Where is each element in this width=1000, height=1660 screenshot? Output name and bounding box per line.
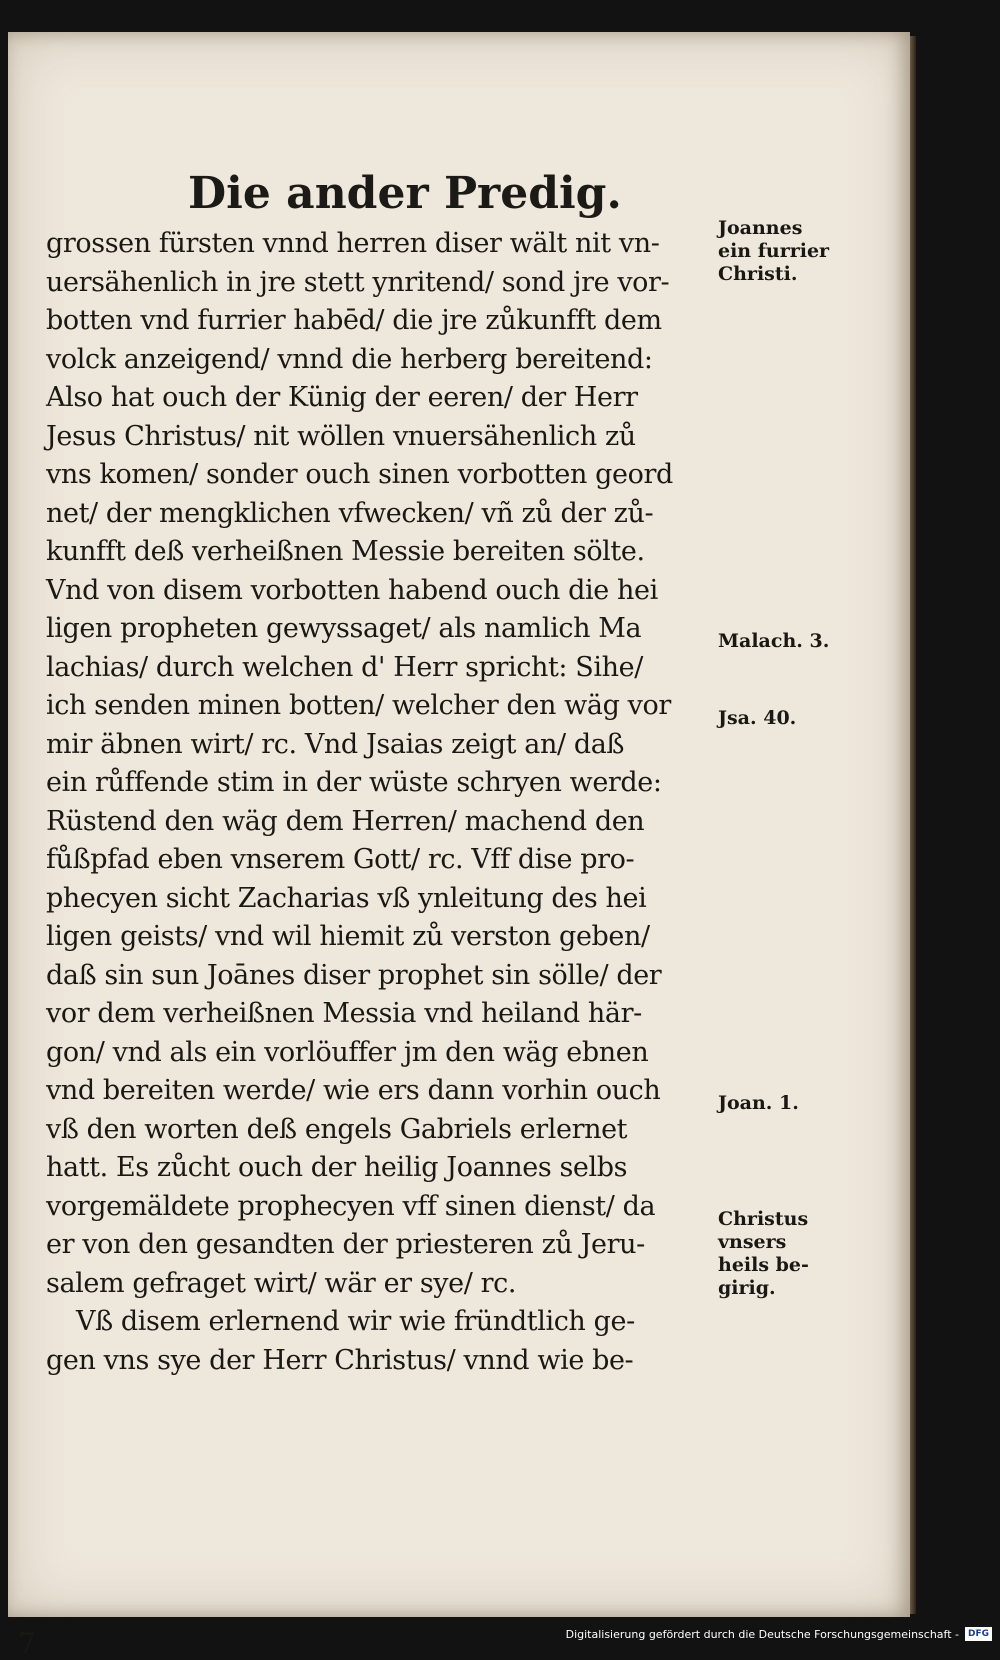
text-line: ein růffende stim in der wüste schryen werde: [46,767,662,798]
text-line: hatt. Es zůcht ouch der heilig Joannes selbs [46,1152,628,1183]
text-line: botten vnd furrier habēd/ die jre zůkunfft dem [46,305,662,336]
marginal-note-joannes [718,217,833,286]
text-line: kunfft deß verheißnen Messie bereiten sölte. [46,536,645,567]
dfg-logo: DFG [965,1627,992,1641]
marginal-note-line: Christus [718,1208,809,1230]
text-line: Vß disem erlernend wir wie fründtlich ge- [76,1306,635,1337]
page-corner-mark: 7 [18,1627,36,1660]
body-text [46,225,716,1380]
text-line: ligen propheten gewyssaget/ als namlich Ma [46,613,642,644]
text-line: ligen geists/ vnd wil hiemit zů verston geben/ [46,921,650,952]
marginal-note-line: Malach. 3. [718,630,830,652]
text-line: gon/ vnd als ein vorlöuffer jm den wäg ebnen [46,1036,649,1068]
text-line: Vnd von disem vorbotten habend ouch die hei [46,574,658,606]
text-line: net/ der mengklichen vfwecken/ vñ zů der zů- [46,497,654,529]
marginal-note-christus [718,1208,833,1300]
text-line: mir äbnen wirt/ rc. Vnd Jsaias zeigt an/ daß [46,728,625,760]
marginal-note-malach [718,630,833,653]
marginal-note-line: Joan. 1. [718,1092,799,1114]
text-line: vns komen/ sonder ouch sinen vorbotten geord [46,459,673,490]
text-line: vorgemäldete prophecyen vff sinen dienst/ da [46,1190,656,1222]
page-edge-shadow [910,36,916,1614]
marginal-note-joan [718,1092,833,1115]
text-line: phecyen sicht Zacharias vß ynleitung des hei [46,882,647,914]
marginal-note-jsa [718,707,833,730]
text-line: salem gefraget wirt/ wär er sye/ rc. [46,1267,517,1299]
text-line: volck anzeigend/ vnnd die herberg bereitend: [46,343,653,375]
text-line: Rüstend den wäg dem Herren/ machend den [46,805,645,837]
text-line: Also hat ouch der Künig der eeren/ der Herr [46,382,638,413]
text-line: uersähenlich in jre stett ynritend/ sond jre vor- [46,266,670,298]
marginal-note-line: Joannes [718,217,803,239]
text-line: grossen fürsten vnnd herren diser wält nit vn- [46,228,660,259]
text-line: ich senden minen botten/ welcher den wäg vor [46,690,671,721]
text-line: vnd bereiten werde/ wie ers dann vorhin ouch [46,1075,661,1106]
text-line: er von den gesandten der priesteren zů Jeru- [46,1229,645,1260]
marginal-note-line: heils be- [718,1254,809,1276]
text-line: vß den worten deß engels Gabriels erlernet [46,1113,628,1145]
marginal-note-line: Jsa. 40. [718,707,797,729]
footer-bar [566,1626,992,1642]
text-line: Jesus Christus/ nit wöllen vnuersähenlich zů [46,420,636,452]
marginal-note-line: ein furrier [718,240,830,262]
text-line: lachias/ durch welchen d' Herr spricht: Sihe/ [46,651,643,683]
text-line: fůßpfad eben vnserem Gott/ rc. Vff dise pro- [46,844,635,875]
marginal-note-line: Christi. [718,263,798,285]
text-line: daß sin sun Joānes diser prophet sin sölle/ der [46,959,662,991]
footer-credit: Digitalisierung gefördert durch die Deutsche Forschungsgemeinschaft - [565,1627,959,1641]
text-line: gen vns sye der Herr Christus/ vnnd wie be- [46,1344,634,1376]
marginal-note-line: girig. [718,1277,776,1299]
running-head: Die ander Predig. [188,168,622,219]
marginal-note-line: vnsers [718,1231,787,1253]
text-line: vor dem verheißnen Messia vnd heiland här- [46,998,642,1029]
